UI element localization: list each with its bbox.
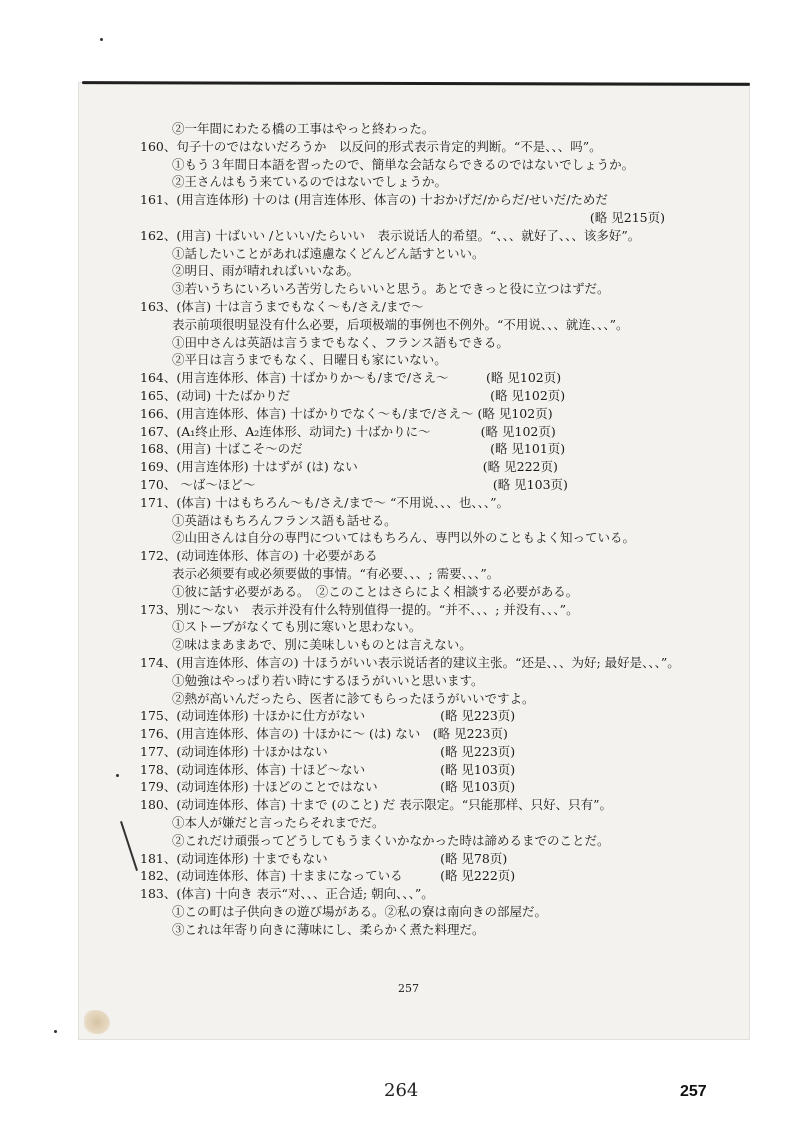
text-line: ①英語はもちろんフランス語も話せる。 (172, 512, 397, 528)
paper-stain (84, 1010, 110, 1034)
footer-page-number-left: 264 (384, 1080, 419, 1101)
text-line: ①本人が嫌だと言ったらそれまでだ。 (172, 815, 385, 831)
text-line: 162、(用言) 十ばいい /といい/たらいい 表示说话人的希望。“、、、就好了、、、该多好”。 (140, 227, 641, 243)
text-line: 171、(体言) 十はもちろん～も/さえ/まで～ “不用说、、、也、、、”。 (140, 494, 510, 510)
text-line: ③若いうちにいろいろ苦労したらいいと思う。あとできっと役に立つはずだ。 (172, 281, 610, 297)
text-body (140, 120, 740, 939)
text-line: 170、 ～ば～ほど～ (略 见103页) (140, 476, 568, 492)
text-line: ②熱が高いんだったら、医者に診てもらったほうがいいですよ。 (172, 690, 535, 706)
text-line: 178、(动词连体形、体言) 十ほど～ない (略 见103页) (140, 761, 516, 777)
text-line: 表示前项很明显没有什么必要，后项极端的事例也不例外。“不用说、、、就连、、、”。 (172, 316, 629, 332)
text-line: ②明日、雨が晴れればいいなあ。 (172, 263, 360, 279)
text-line: 182、(动词连体形、体言) 十ままになっている (略 见222页) (140, 868, 516, 884)
footer-page-number-right: 257 (680, 1083, 707, 1100)
text-line: ①話したいことがあれば遠慮なくどんどん話すといい。 (172, 245, 485, 261)
text-line: 176、(用言连体形、体言の) 十ほかに～ (は) ない (略 见223页) (140, 726, 508, 742)
text-line: ①彼に話す必要がある。 ②このことはさらによく相談する必要がある。 (172, 583, 579, 599)
text-line: 167、(A₁终止形、A₂连体形、动词た) 十ばかりに～ (略 见102页) (140, 423, 556, 439)
text-line: 175、(动词连体形) 十ほかに仕方がない (略 见223页) (140, 708, 516, 724)
text-line: ②これだけ頑張ってどうしてもうまくいかなかった時は諦めるまでのことだ。 (172, 832, 610, 848)
text-line: 163、(体言) 十は言うまでもなく～も/さえ/まで～ (140, 298, 424, 314)
inner-page-number: 257 (398, 982, 419, 995)
text-line: 160、句子十のではないだろうか 以反问的形式表示肯定的判断。“不是、、、吗”。 (140, 138, 602, 154)
text-line: 183、(体言) 十向き 表示“对、、、正合适; 朝向、、、”。 (140, 886, 434, 902)
text-line: 181、(动词连体形) 十までもない (略 见78页) (140, 850, 508, 866)
text-line: ②一年間にわたる橋の工事はやっと終わった。 (172, 121, 435, 136)
text-line: 173、別に～ない 表示并没有什么特别值得一提的。“并不、、、; 并没有、、、”。 (140, 601, 579, 617)
text-line: 172、(动词连体形、体言の) 十必要がある (140, 548, 378, 564)
text-line: 177、(动词连体形) 十ほかはない (略 见223页) (140, 743, 516, 759)
text-line: ③これは年寄り向きに薄味にし、柔らかく煮た料理だ。 (172, 921, 485, 937)
text-line: ②味はまあまあで、別に美味しいものとは言えない。 (172, 637, 472, 653)
text-line: 168、(用言) 十ばこそ～のだ (略 见101页) (140, 441, 566, 457)
text-line: 180、(动词连体形、体言) 十まで (のこと) だ 表示限定。“只能那样、只好、只有”。 (140, 797, 613, 813)
text-line: 165、(动词) 十たばかりだ (略 见102页) (140, 387, 566, 403)
text-line: ①この町は子供向きの遊び場がある。②私の寮は南向きの部屋だ。 (172, 904, 548, 920)
speck (100, 38, 103, 41)
text-line: 169、(用言连体形) 十はずが (は) ない (略 见222页) (140, 459, 558, 475)
text-line: ①もう３年間日本語を習ったので、簡単な会話ならできるのではないでしょうか。 (172, 156, 635, 172)
text-line: 166、(用言连体形、体言) 十ばかりでなく～も/まで/さえ～ (略 见102页) (140, 405, 553, 421)
text-line: ②王さんはもう来ているのではないでしょうか。 (172, 174, 448, 190)
text-line: 179、(动词连体形) 十ほどのことではない (略 见103页) (140, 779, 516, 795)
text-line: 164、(用言连体形、体言) 十ばかりか～も/まで/さえ～ (略 见102页) (140, 370, 562, 386)
text-line: (略 见215页) (589, 209, 665, 225)
text-line: ①ストーブがなくても別に寒いと思わない。 (172, 619, 422, 635)
text-line: ②平日は言うまでもなく、日曜日も家にいない。 (172, 352, 447, 368)
text-line: 174、(用言连体形、体言の) 十ほうがいい表示说话者的建议主张。“还是、、、为好; 最好是、、、”。 (140, 654, 680, 670)
speck (54, 1030, 57, 1033)
text-line: ①勉強はやっぱり若い時にするほうがいいと思います。 (172, 672, 484, 688)
text-line: 表示必须要有或必须要做的事情。“有必要、、、; 需要、、、”。 (172, 565, 500, 581)
text-line: ①田中さんは英語は言うまでもなく、フランス語もできる。 (172, 334, 509, 350)
text-line: 161、(用言连体形) 十のは (用言连体形、体言の) 十おかげだ/からだ/せいだ/ためだ (140, 192, 608, 208)
text-line: ②山田さんは自分の専門についてはもちろん、専門以外のこともよく知っている。 (172, 530, 636, 546)
speck (116, 774, 119, 777)
